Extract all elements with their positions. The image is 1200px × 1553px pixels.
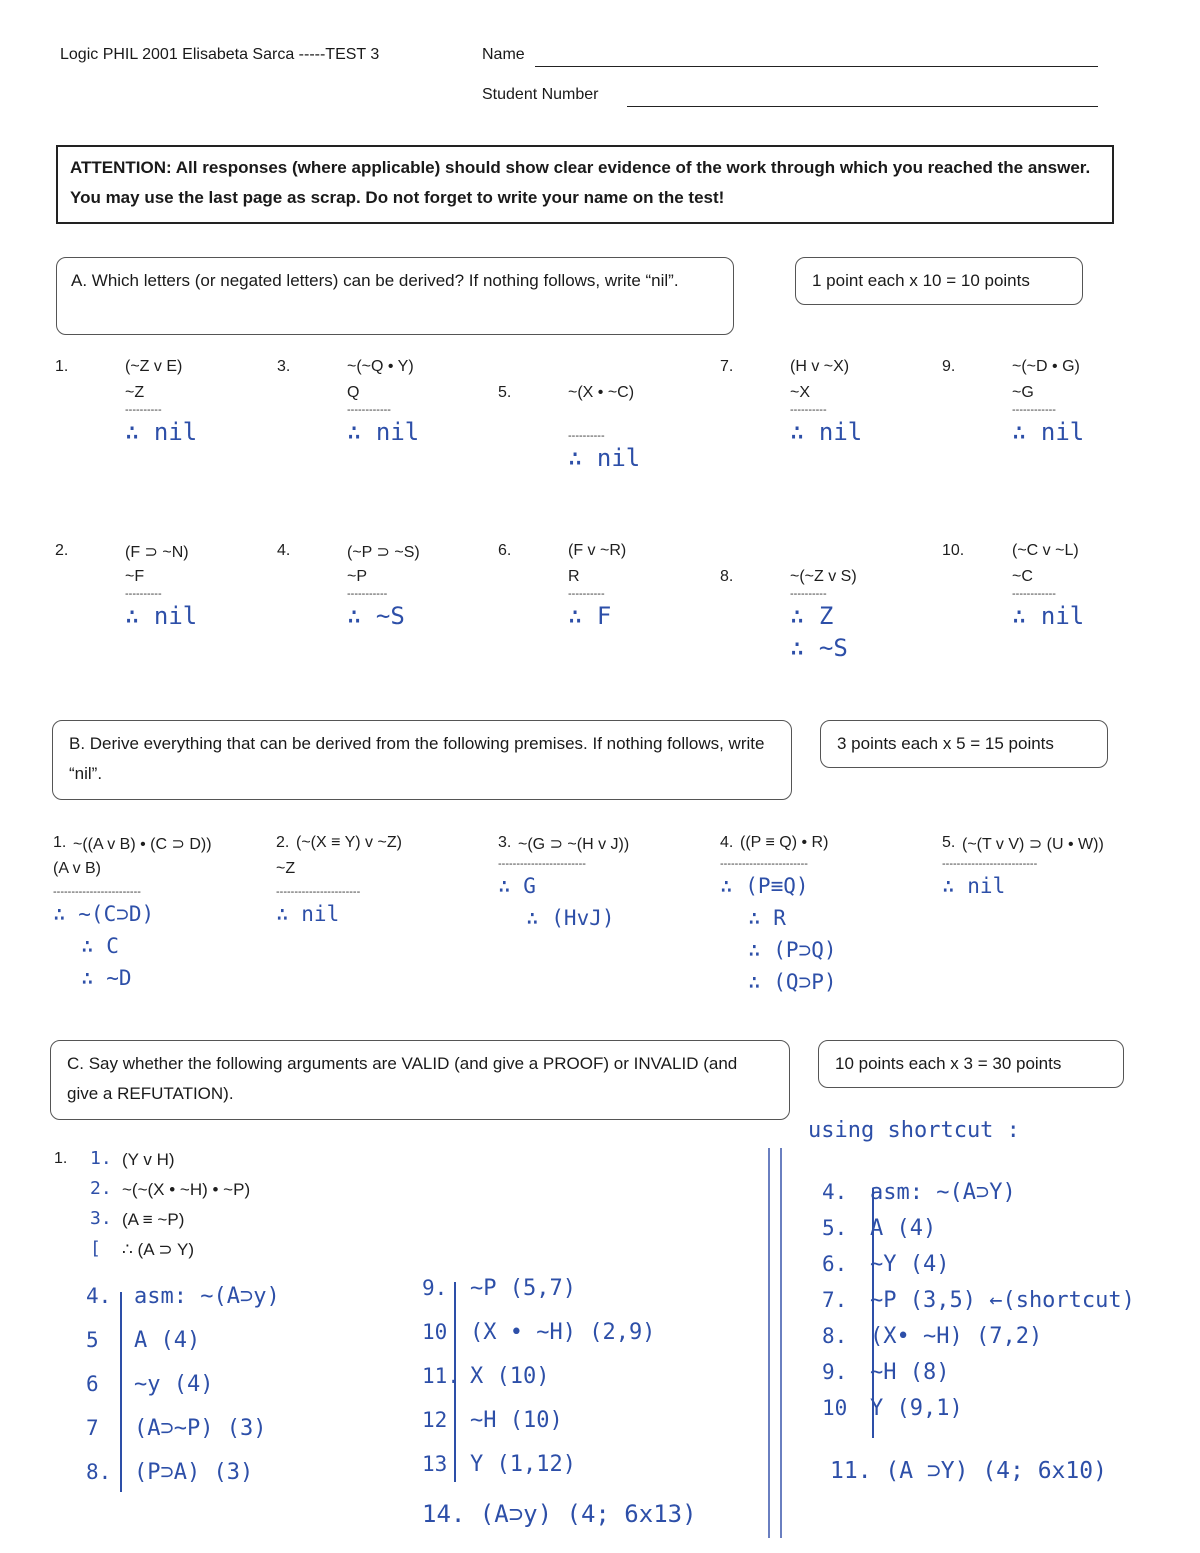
proof-left-line-number: 4. bbox=[86, 1284, 112, 1308]
student-number-label: Student Number bbox=[482, 86, 599, 103]
proof-mid-line-number: 10 bbox=[422, 1320, 448, 1344]
b-inference-line: ------------------------ bbox=[53, 886, 141, 898]
shortcut-title: using shortcut : bbox=[808, 1118, 1020, 1143]
c-premise-number: [ bbox=[90, 1238, 101, 1259]
separator-line-2 bbox=[780, 1148, 782, 1538]
proof-right-line-number: 6. bbox=[822, 1252, 848, 1276]
proof-mid-line-formula: ~H (10) bbox=[470, 1408, 563, 1433]
proof-mid-line-formula: Y (1,12) bbox=[470, 1452, 576, 1477]
b-handwritten-answer: ∴ (Q⊃P) bbox=[748, 970, 837, 994]
a-handwritten-answer: ∴ nil bbox=[125, 602, 198, 630]
c-premise-number: 1. bbox=[90, 1148, 112, 1169]
attention-text: ATTENTION: All responses (where applicable) should show clear evidence of the work through which you reached the answer. You may use the last page as scrap. Do not forget to write your name on the test! bbox=[70, 158, 1091, 207]
b-problem-number: 3. bbox=[498, 834, 512, 851]
b-inference-line: ----------------------- bbox=[276, 886, 361, 898]
a-inference-line: ------------ bbox=[347, 404, 391, 416]
a-premise-2: ~F bbox=[125, 568, 145, 585]
a-handwritten-answer: ∴ nil bbox=[1012, 418, 1085, 446]
b-problem-number: 5. bbox=[942, 834, 956, 851]
separator-line-1 bbox=[768, 1148, 770, 1538]
a-premise-1: ~(~Q • Y) bbox=[347, 358, 414, 375]
b-premise-2: ~Z bbox=[276, 860, 296, 877]
proof-left-line-formula: asm: ~(A⊃y) bbox=[134, 1284, 280, 1309]
b-inference-line: -------------------------- bbox=[942, 858, 1038, 870]
section-b-points-box bbox=[820, 720, 1108, 768]
a-inference-line: ------------ bbox=[1012, 588, 1056, 600]
b-handwritten-answer: ∴ ~D bbox=[81, 966, 132, 990]
b-premise-1: ((P ≡ Q) • R) bbox=[740, 834, 829, 851]
proof-right-line-formula: Y (9,1) bbox=[870, 1396, 963, 1421]
proof-left-line-number: 6 bbox=[86, 1372, 99, 1396]
a-handwritten-answer: ∴ Z bbox=[790, 602, 834, 630]
a-problem-number: 10. bbox=[942, 542, 965, 559]
b-premise-2: (A v B) bbox=[53, 860, 102, 877]
proof-mid-line-number: 13 bbox=[422, 1452, 448, 1476]
a-premise-1: ~(X • ~C) bbox=[568, 384, 635, 401]
a-problem-number: 6. bbox=[498, 542, 512, 559]
a-inference-line: ---------- bbox=[790, 588, 827, 600]
a-inference-line: ---------- bbox=[568, 588, 605, 600]
a-premise-2: R bbox=[568, 568, 580, 585]
proof-left-line-number: 7 bbox=[86, 1416, 99, 1440]
b-problem-number: 4. bbox=[720, 834, 734, 851]
a-problem-number: 8. bbox=[720, 568, 734, 585]
a-premise-1: ~(~D • G) bbox=[1012, 358, 1080, 375]
a-handwritten-answer: ∴ nil bbox=[790, 418, 863, 446]
b-handwritten-answer: ∴ ~(C⊃D) bbox=[53, 902, 155, 926]
b-handwritten-answer: ∴ (HvJ) bbox=[526, 906, 615, 930]
a-inference-line: ---------- bbox=[790, 404, 827, 416]
b-problem-number: 1. bbox=[53, 834, 67, 851]
proof-mid-line-number: 12 bbox=[422, 1408, 448, 1432]
proof-right-line-number: 8. bbox=[822, 1324, 848, 1348]
proof-mid-line-formula: ~P (5,7) bbox=[470, 1276, 576, 1301]
a-premise-1: (F ⊃ ~N) bbox=[125, 544, 189, 561]
name-label: Name bbox=[482, 46, 525, 63]
a-handwritten-answer: ∴ nil bbox=[568, 444, 641, 472]
section-b-instruction: B. Derive everything that can be derived from the following premises. If nothing follows, write “nil”. bbox=[69, 734, 765, 783]
b-premise-1: ~(G ⊃ ~(H v J)) bbox=[518, 836, 630, 853]
b-problem-number: 2. bbox=[276, 834, 290, 851]
b-premise-1: (~(T v V) ⊃ (U • W)) bbox=[962, 836, 1104, 853]
a-handwritten-answer: ∴ nil bbox=[1012, 602, 1085, 630]
b-handwritten-answer: ∴ G bbox=[498, 874, 536, 898]
proof-right-line-number: 7. bbox=[822, 1288, 848, 1312]
b-handwritten-answer: ∴ (P≡Q) bbox=[720, 874, 809, 898]
proof-right-line-formula: ~H (8) bbox=[870, 1360, 950, 1385]
c-premise-number: 2. bbox=[90, 1178, 112, 1199]
b-inference-line: ------------------------ bbox=[498, 858, 586, 870]
a-problem-number: 3. bbox=[277, 358, 291, 375]
a-premise-2: ~X bbox=[790, 384, 811, 401]
name-line bbox=[535, 66, 1098, 67]
section-a-instruction: A. Which letters (or negated letters) can be derived? If nothing follows, write “nil”. bbox=[71, 271, 679, 290]
a-handwritten-answer: ∴ F bbox=[568, 602, 612, 630]
b-handwritten-answer: ∴ (P⊃Q) bbox=[748, 938, 837, 962]
a-handwritten-answer: ∴ ~S bbox=[790, 634, 848, 662]
proof-mid-line-number: 9. bbox=[422, 1276, 448, 1300]
section-c-points-box bbox=[818, 1040, 1124, 1088]
a-inference-line: ------------ bbox=[1012, 404, 1056, 416]
proof-left-line-formula: ~y (4) bbox=[134, 1372, 214, 1397]
a-problem-number: 1. bbox=[55, 358, 69, 375]
b-inference-line: ------------------------ bbox=[720, 858, 808, 870]
b-handwritten-answer: ∴ nil bbox=[276, 902, 340, 926]
proof-left-line-number: 5 bbox=[86, 1328, 99, 1352]
section-c-instruction: C. Say whether the following arguments are VALID (and give a PROOF) or INVALID (and give a REFUTATION). bbox=[67, 1054, 738, 1103]
proof-right-line-number: 4. bbox=[822, 1180, 848, 1204]
c-premise-formula: (A ≡ ~P) bbox=[122, 1210, 185, 1229]
proof-right-line-number: 5. bbox=[822, 1216, 848, 1240]
section-b-instruction-box bbox=[52, 720, 792, 800]
section-b-points: 3 points each x 5 = 15 points bbox=[837, 734, 1054, 753]
proof-right-line-number: 9. bbox=[822, 1360, 848, 1384]
a-premise-2: ~C bbox=[1012, 568, 1033, 585]
section-a-instruction-box bbox=[56, 257, 734, 335]
a-handwritten-answer: ∴ ~S bbox=[347, 602, 405, 630]
a-premise-1: (H v ~X) bbox=[790, 358, 850, 375]
student-number-line bbox=[627, 106, 1098, 107]
a-problem-number: 4. bbox=[277, 542, 291, 559]
section-c-problem-number: 1. bbox=[54, 1150, 68, 1167]
a-premise-1: (F v ~R) bbox=[568, 542, 627, 559]
a-premise-1: (~Z v E) bbox=[125, 358, 183, 375]
proof-mid-line-formula: (X • ~H) (2,9) bbox=[470, 1320, 656, 1345]
a-premise-1: (~C v ~L) bbox=[1012, 542, 1079, 559]
proof-left-line-formula: A (4) bbox=[134, 1328, 201, 1353]
b-premise-1: ~((A v B) • (C ⊃ D)) bbox=[73, 836, 212, 853]
a-premise-2: Q bbox=[347, 384, 360, 401]
a-handwritten-answer: ∴ nil bbox=[347, 418, 420, 446]
a-problem-number: 2. bbox=[55, 542, 69, 559]
c-premise-formula: (Y v H) bbox=[122, 1150, 175, 1169]
b-handwritten-answer: ∴ R bbox=[748, 906, 786, 930]
a-inference-line: ---------- bbox=[568, 430, 605, 442]
proof-mid-line-number: 11. bbox=[422, 1364, 460, 1388]
proof-right-line-formula: A (4) bbox=[870, 1216, 937, 1241]
section-a-points-box bbox=[795, 257, 1083, 305]
proof-bracket-right bbox=[872, 1188, 874, 1438]
a-inference-line: ---------- bbox=[125, 588, 162, 600]
a-premise-1: ~(~Z v S) bbox=[790, 568, 857, 585]
a-premise-2: ~P bbox=[347, 568, 368, 585]
section-a-points: 1 point each x 10 = 10 points bbox=[812, 271, 1030, 290]
a-problem-number: 5. bbox=[498, 384, 512, 401]
shortcut-conclusion: 11. (A ⊃Y) (4; 6x10) bbox=[830, 1458, 1107, 1484]
proof-left-line-number: 8. bbox=[86, 1460, 112, 1484]
section-c-instruction-box bbox=[50, 1040, 790, 1120]
c-premise-formula: ∴ (A ⊃ Y) bbox=[122, 1240, 194, 1259]
a-handwritten-answer: ∴ nil bbox=[125, 418, 198, 446]
proof-left-line-formula: (A⊃~P) (3) bbox=[134, 1416, 267, 1441]
proof-right-line-number: 10 bbox=[822, 1396, 848, 1420]
proof-right-line-formula: ~Y (4) bbox=[870, 1252, 950, 1277]
proof-mid-line-formula: X (10) bbox=[470, 1364, 550, 1389]
a-premise-2: ~Z bbox=[125, 384, 145, 401]
proof-left-line-formula: (P⊃A) (3) bbox=[134, 1460, 254, 1485]
a-premise-1: (~P ⊃ ~S) bbox=[347, 544, 420, 561]
attention-box bbox=[56, 145, 1114, 224]
b-premise-1: (~(X ≡ Y) v ~Z) bbox=[296, 834, 402, 851]
proof-right-line-formula: ~P (3,5) ←(shortcut) bbox=[870, 1288, 1135, 1313]
proof-right-line-formula: asm: ~(A⊃Y) bbox=[870, 1180, 1016, 1205]
proof-bracket-left bbox=[120, 1292, 122, 1492]
b-handwritten-answer: ∴ C bbox=[81, 934, 119, 958]
a-inference-line: ----------- bbox=[347, 588, 388, 600]
a-premise-2: ~G bbox=[1012, 384, 1034, 401]
proof-conclusion: 14. (A⊃y) (4; 6x13) bbox=[422, 1500, 697, 1528]
a-problem-number: 7. bbox=[720, 358, 734, 375]
c-premise-number: 3. bbox=[90, 1208, 112, 1229]
a-problem-number: 9. bbox=[942, 358, 956, 375]
section-c-points: 10 points each x 3 = 30 points bbox=[835, 1054, 1062, 1073]
course-title: Logic PHIL 2001 Elisabeta Sarca -----TEST 3 bbox=[60, 46, 380, 63]
proof-right-line-formula: (X• ~H) (7,2) bbox=[870, 1324, 1043, 1349]
c-premise-formula: ~(~(X • ~H) • ~P) bbox=[122, 1180, 251, 1199]
b-handwritten-answer: ∴ nil bbox=[942, 874, 1006, 898]
a-inference-line: ---------- bbox=[125, 404, 162, 416]
proof-bracket-mid bbox=[454, 1282, 456, 1482]
